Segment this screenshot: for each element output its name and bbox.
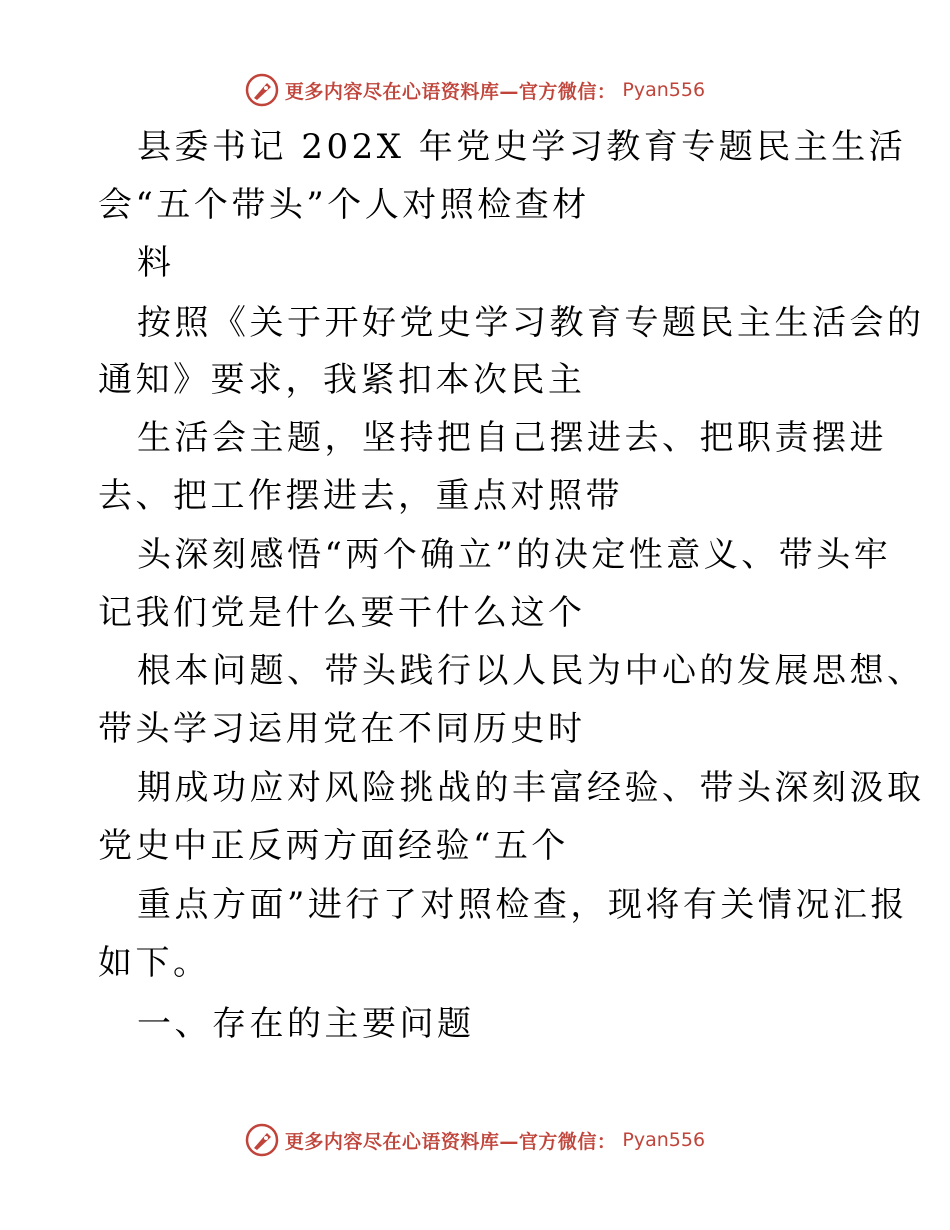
title-line-1: 县委书记 202X 年党史学习教育专题民主生活 bbox=[137, 127, 907, 167]
paragraph-line: 如下。 bbox=[98, 943, 211, 983]
paragraph-line: 生活会主题，坚持把自己摆进去、把职责摆进 bbox=[137, 418, 887, 458]
footer-banner-text: 更多内容尽在心语资料库—官方微信： bbox=[284, 1130, 617, 1153]
paragraph-line: 去、把工作摆进去，重点对照带 bbox=[98, 476, 623, 516]
header-banner bbox=[0, 70, 950, 110]
paragraph-line: 重点方面”进行了对照检查，现将有关情况汇报 bbox=[137, 885, 908, 925]
title-line-2: 会“五个带头”个人对照检查材 bbox=[98, 185, 590, 225]
paragraph-line: 通知》要求，我紧扣本次民主 bbox=[98, 360, 586, 400]
paragraph-line: 党史中正反两方面经验“五个 bbox=[98, 826, 569, 866]
title-line-3: 料 bbox=[137, 243, 175, 283]
paragraph-line: 期成功应对风险挑战的丰富经验、带头深刻汲取 bbox=[137, 768, 925, 808]
pen-nib-logo-icon bbox=[245, 73, 279, 107]
header-banner-text: 更多内容尽在心语资料库—官方微信： bbox=[284, 80, 617, 103]
header-banner-contact: Pyan556 bbox=[622, 79, 706, 101]
paragraph-line: 记我们党是什么要干什么这个 bbox=[98, 593, 586, 633]
section-heading: 一、存在的主要问题 bbox=[137, 1004, 475, 1044]
paragraph-line: 根本问题、带头践行以人民为中心的发展思想、 bbox=[137, 651, 925, 691]
paragraph-line: 带头学习运用党在不同历史时 bbox=[98, 709, 586, 749]
footer-banner-contact: Pyan556 bbox=[622, 1129, 706, 1151]
pen-nib-logo-icon bbox=[245, 1123, 279, 1157]
paragraph-line: 按照《关于开好党史学习教育专题民主生活会的 bbox=[137, 303, 925, 343]
footer-banner bbox=[0, 1120, 950, 1160]
paragraph-line: 头深刻感悟“两个确立”的决定性意义、带头牢 bbox=[137, 535, 892, 575]
